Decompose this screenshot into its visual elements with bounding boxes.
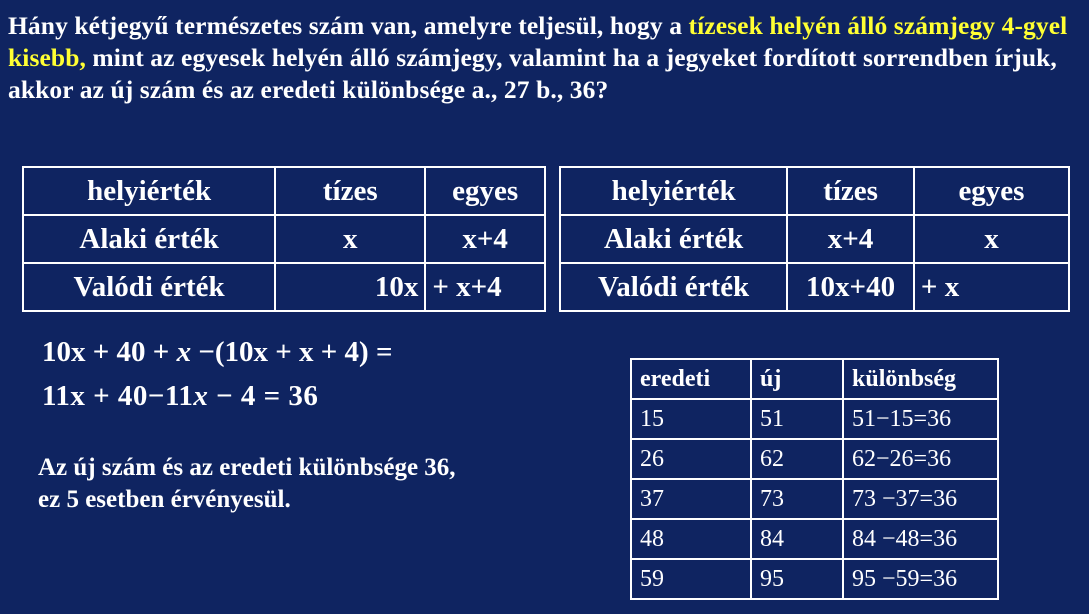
- table-row: [631, 399, 998, 439]
- difference-header-row: [631, 359, 998, 399]
- table-row: [631, 479, 998, 519]
- equation-part: −(10x + x + 4) =: [191, 336, 393, 368]
- table-row-valodi: [23, 263, 545, 311]
- header-cell: tízes: [275, 167, 425, 215]
- ones-cell: + x: [914, 263, 1069, 311]
- header-cell: helyiérték: [23, 167, 275, 215]
- row-label: Valódi érték: [560, 263, 787, 311]
- table-row-valodi: [560, 263, 1069, 311]
- original-cell: 15: [631, 399, 751, 439]
- table-row: [631, 519, 998, 559]
- difference-cell: 73 −37=36: [843, 479, 998, 519]
- difference-table: [630, 358, 999, 600]
- place-value-table-original: [22, 166, 546, 312]
- header-cell: különbség: [843, 359, 998, 399]
- original-cell: 48: [631, 519, 751, 559]
- equation-variable: x: [193, 380, 209, 412]
- new-cell: 84: [751, 519, 843, 559]
- table-header-row: [560, 167, 1069, 215]
- new-cell: 62: [751, 439, 843, 479]
- conclusion-text: [38, 452, 456, 516]
- header-cell: helyiérték: [560, 167, 787, 215]
- ones-cell: + x+4: [425, 263, 545, 311]
- ones-cell: x+4: [425, 215, 545, 263]
- equation-part: − 4 = 36: [208, 380, 319, 412]
- question-part-1: Hány kétjegyű természetes szám van, amelyre teljesül, hogy a: [8, 11, 689, 40]
- row-label: Alaki érték: [560, 215, 787, 263]
- new-cell: 51: [751, 399, 843, 439]
- original-cell: 37: [631, 479, 751, 519]
- equation-line-1: [42, 336, 392, 369]
- header-cell: eredeti: [631, 359, 751, 399]
- header-cell: tízes: [787, 167, 914, 215]
- tens-cell: x: [275, 215, 425, 263]
- equation-line-2: [42, 380, 318, 413]
- difference-cell: 51−15=36: [843, 399, 998, 439]
- tens-cell: 10x+40: [787, 263, 914, 311]
- table-row: [631, 559, 998, 599]
- table-row-alaki: [560, 215, 1069, 263]
- difference-cell: 95 −59=36: [843, 559, 998, 599]
- header-cell: egyes: [914, 167, 1069, 215]
- header-cell: új: [751, 359, 843, 399]
- equation-part: 11x + 40−11: [42, 380, 194, 412]
- row-label: Alaki érték: [23, 215, 275, 263]
- tens-cell: 10x: [275, 263, 425, 311]
- place-value-table-reversed: [559, 166, 1070, 312]
- difference-cell: 62−26=36: [843, 439, 998, 479]
- new-cell: 95: [751, 559, 843, 599]
- tens-cell: x+4: [787, 215, 914, 263]
- equation-part: 10x + 40 +: [42, 336, 177, 368]
- original-cell: 26: [631, 439, 751, 479]
- row-label: Valódi érték: [23, 263, 275, 311]
- difference-cell: 84 −48=36: [843, 519, 998, 559]
- new-cell: 73: [751, 479, 843, 519]
- original-cell: 59: [631, 559, 751, 599]
- question-text: [8, 10, 1083, 106]
- table-row-alaki: [23, 215, 545, 263]
- conclusion-line-1: Az új szám és az eredeti különbsége 36,: [38, 454, 456, 481]
- conclusion-line-2: ez 5 esetben érvényesül.: [38, 486, 291, 513]
- question-part-2: mint az egyesek helyén álló számjegy, valamint ha a jegyeket fordított sorrendben írjuk, akkor az új szám és az eredeti különbsége a., 27 b., 36?: [8, 43, 1057, 104]
- table-header-row: [23, 167, 545, 215]
- header-cell: egyes: [425, 167, 545, 215]
- equation-variable: x: [176, 336, 192, 368]
- question-highlight: tízesek helyén álló számjegy 4-gyel kisebb,: [8, 11, 1068, 72]
- table-row: [631, 439, 998, 479]
- ones-cell: x: [914, 215, 1069, 263]
